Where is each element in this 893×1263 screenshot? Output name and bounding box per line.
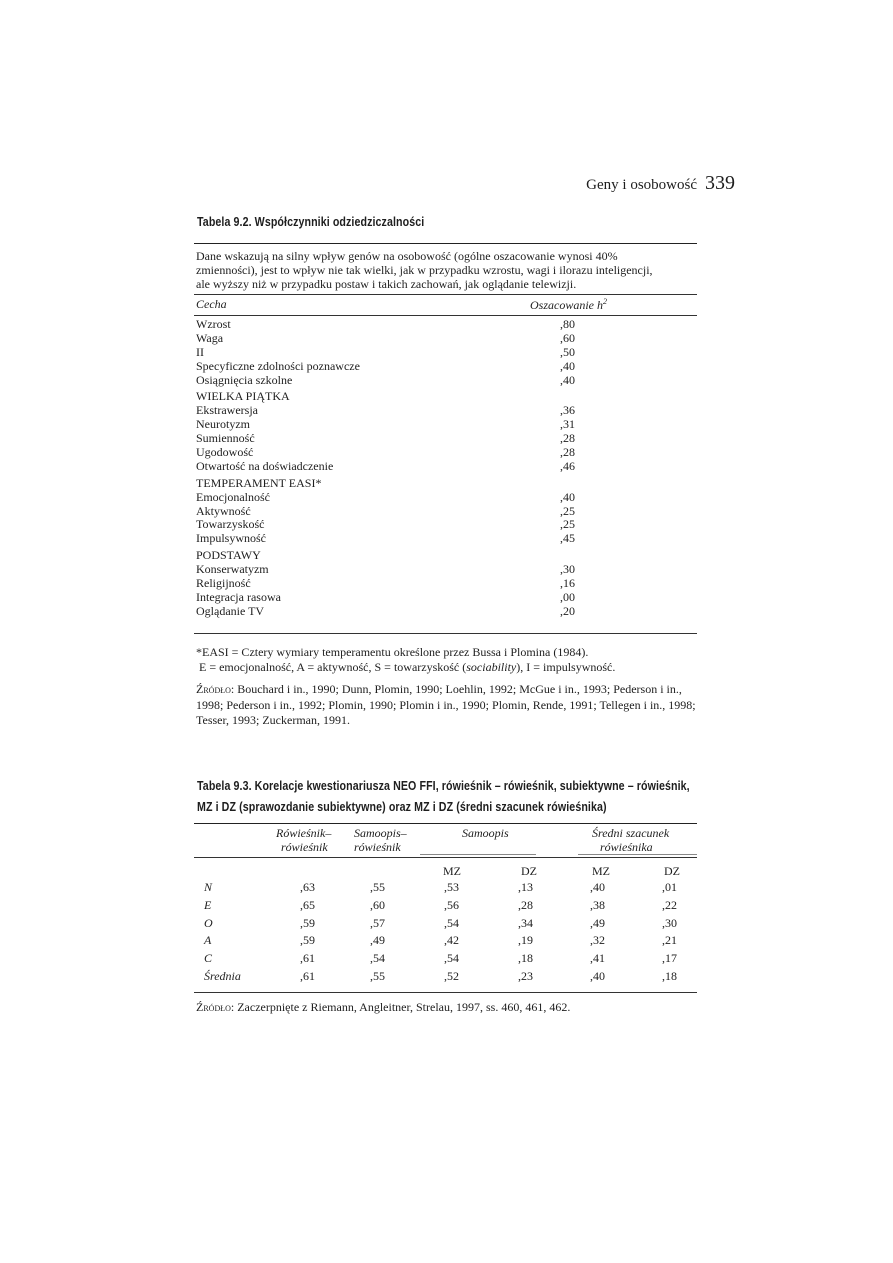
source-label: Źródło:	[196, 682, 235, 696]
footnote-line: *EASI = Cztery wymiary temperamentu określone przez Bussa i Plomina (1984).	[196, 645, 589, 659]
row-value: ,38	[590, 897, 605, 912]
caption-number: Tabela 9.2.	[197, 214, 252, 229]
head-self: Samoopis–	[354, 826, 407, 840]
table-row: Ekstrawersja ,36	[196, 403, 575, 418]
row-value: ,52	[444, 969, 459, 983]
row-value: ,30	[662, 915, 677, 930]
table-9-3-top-rule	[194, 823, 697, 824]
row-value: ,56	[444, 897, 459, 912]
group-heading-big5: WIELKA PIĄTKA	[196, 389, 290, 404]
source-text: Zaczerpnięte z Riemann, Angleitner, Strelau, 1997, ss. 460, 461, 462.	[237, 1000, 571, 1014]
table-bottom-rule	[194, 633, 697, 634]
header-top-rule	[194, 294, 697, 295]
row-value: ,41	[590, 951, 605, 966]
table-9-2-footnote	[196, 645, 696, 675]
note-line: ale wyższy niż w przypadku postaw i takich zachowań, jak oglądanie telewizji.	[196, 277, 577, 291]
row-label: E	[204, 897, 212, 912]
samoopis-span-rule	[420, 854, 536, 855]
row-value: ,19	[518, 933, 533, 948]
table-9-3-source	[196, 1000, 701, 1016]
row-value: ,21	[662, 933, 677, 948]
running-title: Geny i osobowość	[586, 177, 697, 193]
note-line: Dane wskazują na silny wpływ genów na osobowość (ogólne oszacowanie wynosi 40%	[196, 249, 618, 263]
row-value: ,22	[662, 897, 677, 912]
footnote-line: E = emocjonalność, A = aktywność, S = towarzyskość (sociability), I = impulsywność.	[199, 660, 616, 674]
row-value: ,49	[370, 933, 385, 948]
row-label: A	[204, 933, 212, 948]
row-label: Średnia	[204, 969, 241, 983]
table-9-2-source	[196, 682, 701, 729]
head-avg: Średni szacunek	[592, 826, 670, 840]
row-value: ,18	[662, 969, 677, 983]
head-selfreport: Samoopis	[462, 826, 509, 840]
row-value: ,61	[300, 969, 315, 983]
row-value: ,17	[662, 951, 677, 966]
row-value: ,40	[590, 880, 605, 894]
table-row: Wzrost ,80	[196, 317, 575, 331]
row-value: ,54	[444, 951, 459, 966]
row-value: ,57	[370, 915, 385, 930]
row-value: ,60	[370, 897, 385, 912]
row-value: ,54	[370, 951, 385, 966]
row-label: C	[204, 951, 213, 966]
table-row: Religijność ,16	[196, 576, 575, 591]
group-heading-easi: TEMPERAMENT EASI*	[196, 475, 322, 490]
head-avg: rówieśnika	[600, 840, 653, 854]
row-value: ,32	[590, 933, 605, 948]
head-dz: DZ	[664, 864, 680, 878]
page-number: 339	[705, 172, 735, 194]
table-row: II ,50	[196, 344, 575, 359]
neo-ffi-table	[194, 826, 697, 996]
source-text: Bouchard i in., 1990; Dunn, Plomin, 1990; Loehlin, 1992; McGue i in., 1993; Pederson i in., 1998; Pederson i in., 1992; Plomin, 1990; Plomin i in., 1990; Plomin, Rende, 1991; Tellegen i in., 1998; Tesser, 1993; Zuckerman, 1991.	[196, 682, 696, 727]
table-top-rule	[194, 243, 697, 244]
table-row: Ugodowość ,28	[196, 445, 575, 460]
table-row: Impulsywność ,45	[196, 531, 575, 546]
note-line: zmienności), jest to wpływ nie tak wielki, jak w przypadku wzrostu, wagi i ilorazu inteligencji,	[196, 263, 653, 277]
row-value: ,34	[518, 915, 533, 930]
row-value: ,49	[590, 915, 605, 930]
table-row: Konserwatyzm ,30	[196, 562, 575, 577]
head-dz: DZ	[521, 864, 537, 878]
row-value: ,65	[300, 897, 315, 912]
table-row: Sumienność ,28	[196, 431, 575, 446]
row-value: ,59	[300, 933, 315, 948]
table-9-3-bottom-rule	[194, 992, 697, 993]
avg-span-rule	[578, 854, 697, 855]
head-peer: rówieśnik	[281, 840, 328, 854]
row-label: O	[204, 915, 213, 930]
row-value: ,23	[518, 969, 533, 983]
row-label: N	[204, 880, 213, 894]
row-value: ,63	[300, 880, 315, 894]
table-9-2-note	[196, 249, 696, 291]
head-self: rówieśnik	[354, 840, 401, 854]
table-9-3-caption: Tabela 9.3. Korelacje kwestionariusza NEO FFI, rówieśnik – rówieśnik, subiektywne – rówieśnik, MZ i DZ (sprawozdanie subiektywne) oraz MZ i DZ (średni szacunek rówieśnika)	[197, 778, 690, 814]
table-row: Aktywność ,25	[196, 503, 575, 518]
row-value: ,01	[662, 880, 677, 894]
head-peer: Rówieśnik–	[276, 826, 332, 840]
head-mz: MZ	[592, 864, 610, 878]
table-row: Specyficzne zdolności poznawcze ,40	[196, 358, 575, 373]
group-heading-basis: PODSTAWY	[196, 548, 261, 563]
row-value: ,55	[370, 969, 385, 983]
table-9-3-subhead-rule	[194, 857, 697, 858]
row-value: ,42	[444, 933, 459, 948]
row-value: ,40	[590, 969, 605, 983]
col-estimate: Oszacowanie $h^2$	[530, 297, 607, 312]
table-row: Towarzyskość ,25	[196, 517, 575, 532]
caption-text: Współczynniki odziedziczalności	[254, 214, 425, 229]
row-value: ,13	[518, 880, 533, 894]
row-value: ,54	[444, 915, 459, 930]
table-row: Oglądanie TV ,20	[196, 603, 575, 618]
row-value: ,61	[300, 951, 315, 966]
running-header	[586, 172, 735, 195]
head-mz: MZ	[443, 864, 461, 878]
table-row: Waga ,60	[196, 330, 575, 345]
row-value: ,55	[370, 880, 385, 894]
row-value: ,59	[300, 915, 315, 930]
table-row: Osiągnięcia szkolne ,40	[196, 372, 575, 387]
source-label: Źródło:	[196, 1000, 235, 1014]
table-row: Otwartość na doświadczenie ,46	[196, 458, 575, 473]
row-value: ,28	[518, 897, 533, 912]
table-row: Emocjonalność ,40	[196, 489, 575, 504]
row-value: ,53	[444, 880, 459, 894]
col-trait: Cecha	[196, 297, 227, 311]
table-row: Neurotyzm ,31	[196, 417, 575, 432]
table-row: Integracja rasowa ,00	[196, 589, 575, 604]
header-bottom-rule	[194, 315, 697, 316]
row-value: ,18	[518, 951, 533, 966]
heritability-table-body	[196, 318, 696, 619]
table-9-2-caption	[197, 214, 424, 229]
